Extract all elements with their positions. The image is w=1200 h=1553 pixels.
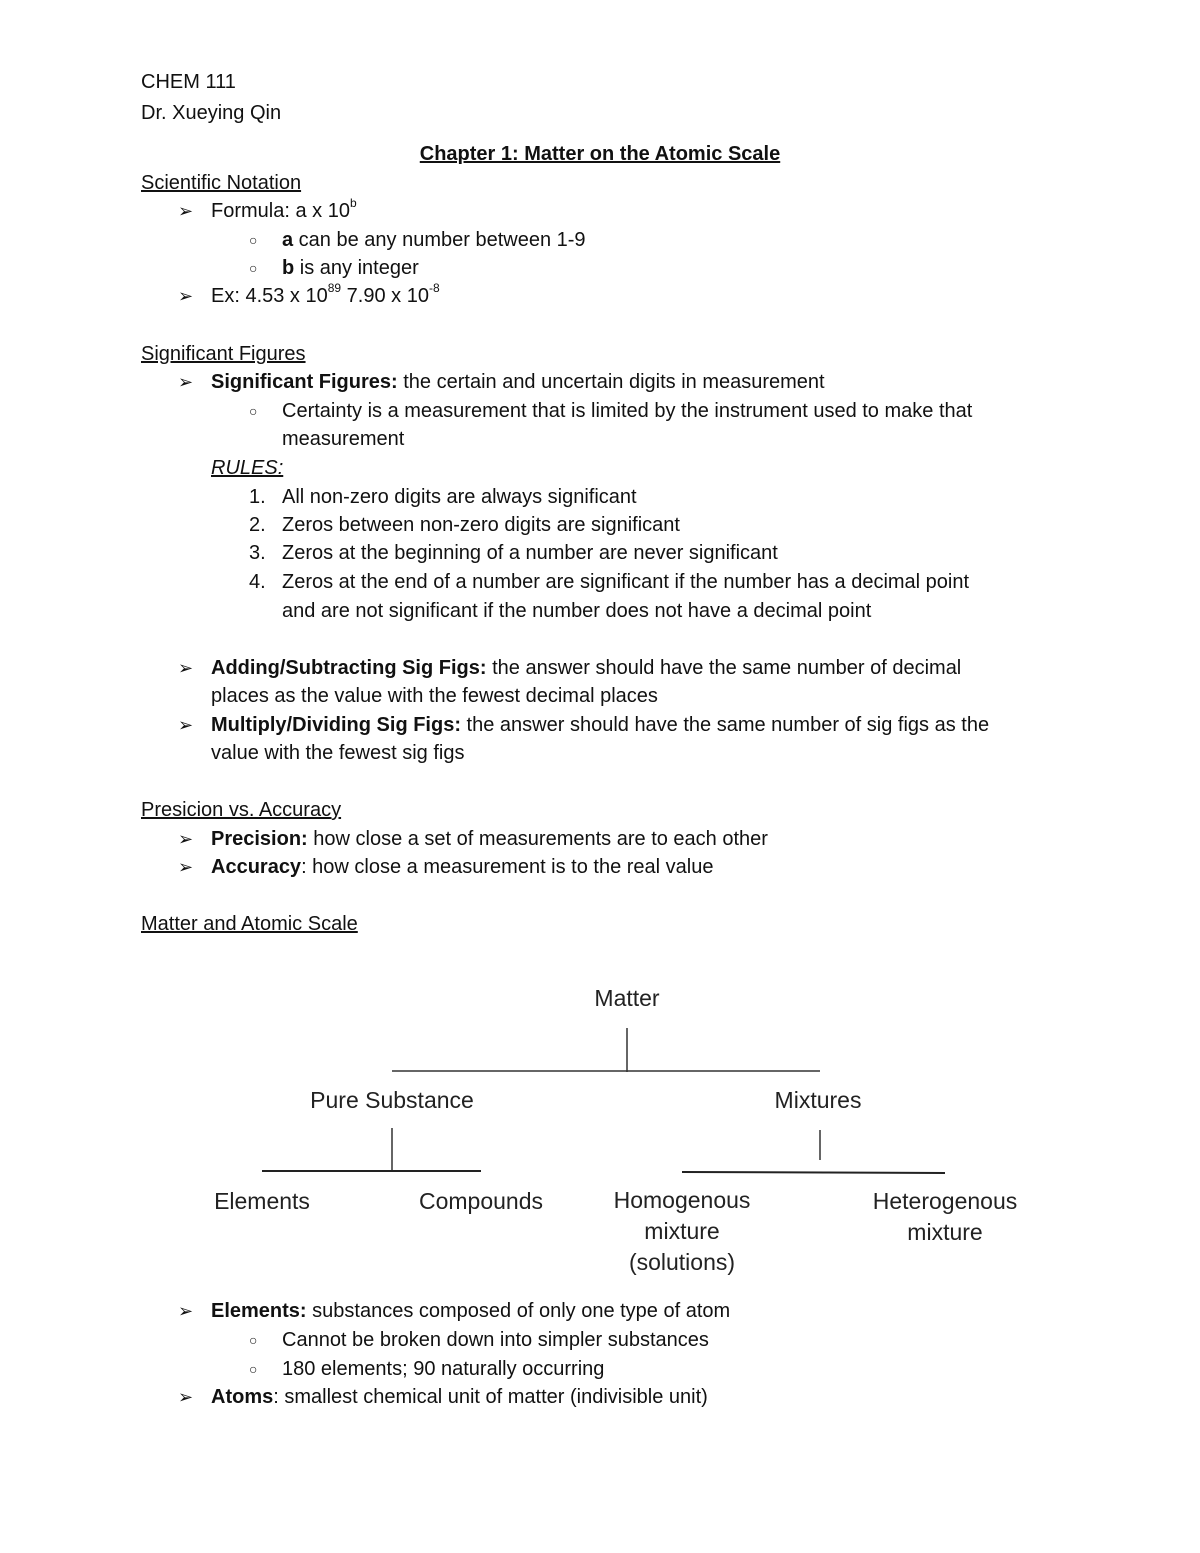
rule-4-continuation: and are not significant if the number does not have a decimal point bbox=[282, 600, 872, 622]
rule-text: Zeros between non-zero digits are significant bbox=[282, 514, 680, 536]
multiply-dividing-rule: Multiply/Dividing Sig Figs: the answer should have the same number of sig figs as the bbox=[211, 714, 990, 736]
page-title: Chapter 1: Matter on the Atomic Scale bbox=[419, 143, 781, 165]
rule-number: 3. bbox=[249, 542, 266, 564]
diagram-node-heterogenous-line2: mixture bbox=[907, 1219, 983, 1245]
rule-number: 4. bbox=[249, 571, 266, 593]
diagram-node-homogenous-line2: mixture bbox=[644, 1218, 720, 1244]
circle-bullet-icon: ○ bbox=[249, 260, 258, 276]
certainty-line-2: measurement bbox=[282, 428, 405, 450]
elements-definition: Elements: substances composed of only one type of atom bbox=[211, 1300, 731, 1322]
elements-sub-point: Cannot be broken down into simpler substances bbox=[282, 1329, 709, 1351]
diagram-node-matter: Matter bbox=[594, 985, 660, 1011]
diagram-node-homogenous-line1: Homogenous bbox=[613, 1187, 751, 1213]
diagram-node-heterogenous-line1: Heterogenous bbox=[872, 1188, 1018, 1214]
example-line: Ex: 4.53 x $10^{89}$ 7.90 x $10^{-8}$ bbox=[211, 281, 440, 307]
rule-text: Zeros at the beginning of a number are never significant bbox=[282, 542, 778, 564]
accuracy-definition: Accuracy: how close a measurement is to the real value bbox=[211, 856, 714, 878]
arrow-bullet-icon: ➢ bbox=[178, 857, 194, 877]
rule-number: 1. bbox=[249, 486, 266, 508]
multiply-dividing-continuation: value with the fewest sig figs bbox=[211, 742, 465, 764]
circle-bullet-icon: ○ bbox=[249, 403, 258, 419]
elements-sub-point: 180 elements; 90 naturally occurring bbox=[282, 1358, 605, 1380]
diagram-node-homogenous-line3: (solutions) bbox=[628, 1249, 736, 1275]
sig-fig-definition: Significant Figures: the certain and uncertain digits in measurement bbox=[211, 371, 825, 393]
arrow-bullet-icon: ➢ bbox=[178, 658, 194, 678]
circle-bullet-icon: ○ bbox=[249, 1332, 258, 1348]
formula-line: Formula: a x 10$^b$ bbox=[211, 196, 357, 222]
arrow-bullet-icon: ➢ bbox=[178, 1387, 194, 1407]
adding-subtracting-rule: Adding/Subtracting Sig Figs: the answer should have the same number of decimal bbox=[211, 657, 962, 679]
precision-definition: Precision: how close a set of measurements are to each other bbox=[211, 828, 768, 850]
b-definition: b is any integer bbox=[282, 257, 419, 279]
arrow-bullet-icon: ➢ bbox=[178, 1301, 194, 1321]
diagram-connector bbox=[682, 1172, 945, 1173]
section-heading-scientific-notation: Scientific Notation bbox=[141, 172, 302, 194]
rule-text: Zeros at the end of a number are significant if the number has a decimal point bbox=[282, 571, 970, 593]
arrow-bullet-icon: ➢ bbox=[178, 715, 194, 735]
atoms-definition: Atoms: smallest chemical unit of matter (indivisible unit) bbox=[211, 1386, 708, 1408]
circle-bullet-icon: ○ bbox=[249, 232, 258, 248]
section-heading-significant-figures: Significant Figures bbox=[141, 343, 306, 365]
section-heading-precision-accuracy: Presicion vs. Accuracy bbox=[141, 799, 342, 821]
rule-number: 2. bbox=[249, 514, 266, 536]
circle-bullet-icon: ○ bbox=[249, 1361, 258, 1377]
arrow-bullet-icon: ➢ bbox=[178, 829, 194, 849]
diagram-node-elements: Elements bbox=[214, 1188, 310, 1214]
course-code: CHEM 111 bbox=[141, 71, 236, 93]
a-definition: a can be any number between 1-9 bbox=[282, 229, 586, 251]
diagram-node-mixtures: Mixtures bbox=[774, 1087, 862, 1113]
arrow-bullet-icon: ➢ bbox=[178, 286, 194, 306]
diagram-node-compounds: Compounds bbox=[418, 1188, 544, 1214]
arrow-bullet-icon: ➢ bbox=[178, 201, 194, 221]
instructor-name: Dr. Xueying Qin bbox=[141, 102, 282, 124]
arrow-bullet-icon: ➢ bbox=[178, 372, 194, 392]
adding-subtracting-continuation: places as the value with the fewest decimal places bbox=[211, 685, 658, 707]
diagram-node-pure-substance: Pure Substance bbox=[310, 1087, 474, 1113]
rules-label: RULES: bbox=[211, 457, 284, 479]
rule-text: All non-zero digits are always significant bbox=[282, 486, 637, 508]
certainty-line-1: Certainty is a measurement that is limited by the instrument used to make that bbox=[282, 400, 973, 422]
matter-classification-diagram bbox=[0, 960, 1200, 1290]
section-heading-matter-atomic-scale: Matter and Atomic Scale bbox=[141, 913, 358, 935]
